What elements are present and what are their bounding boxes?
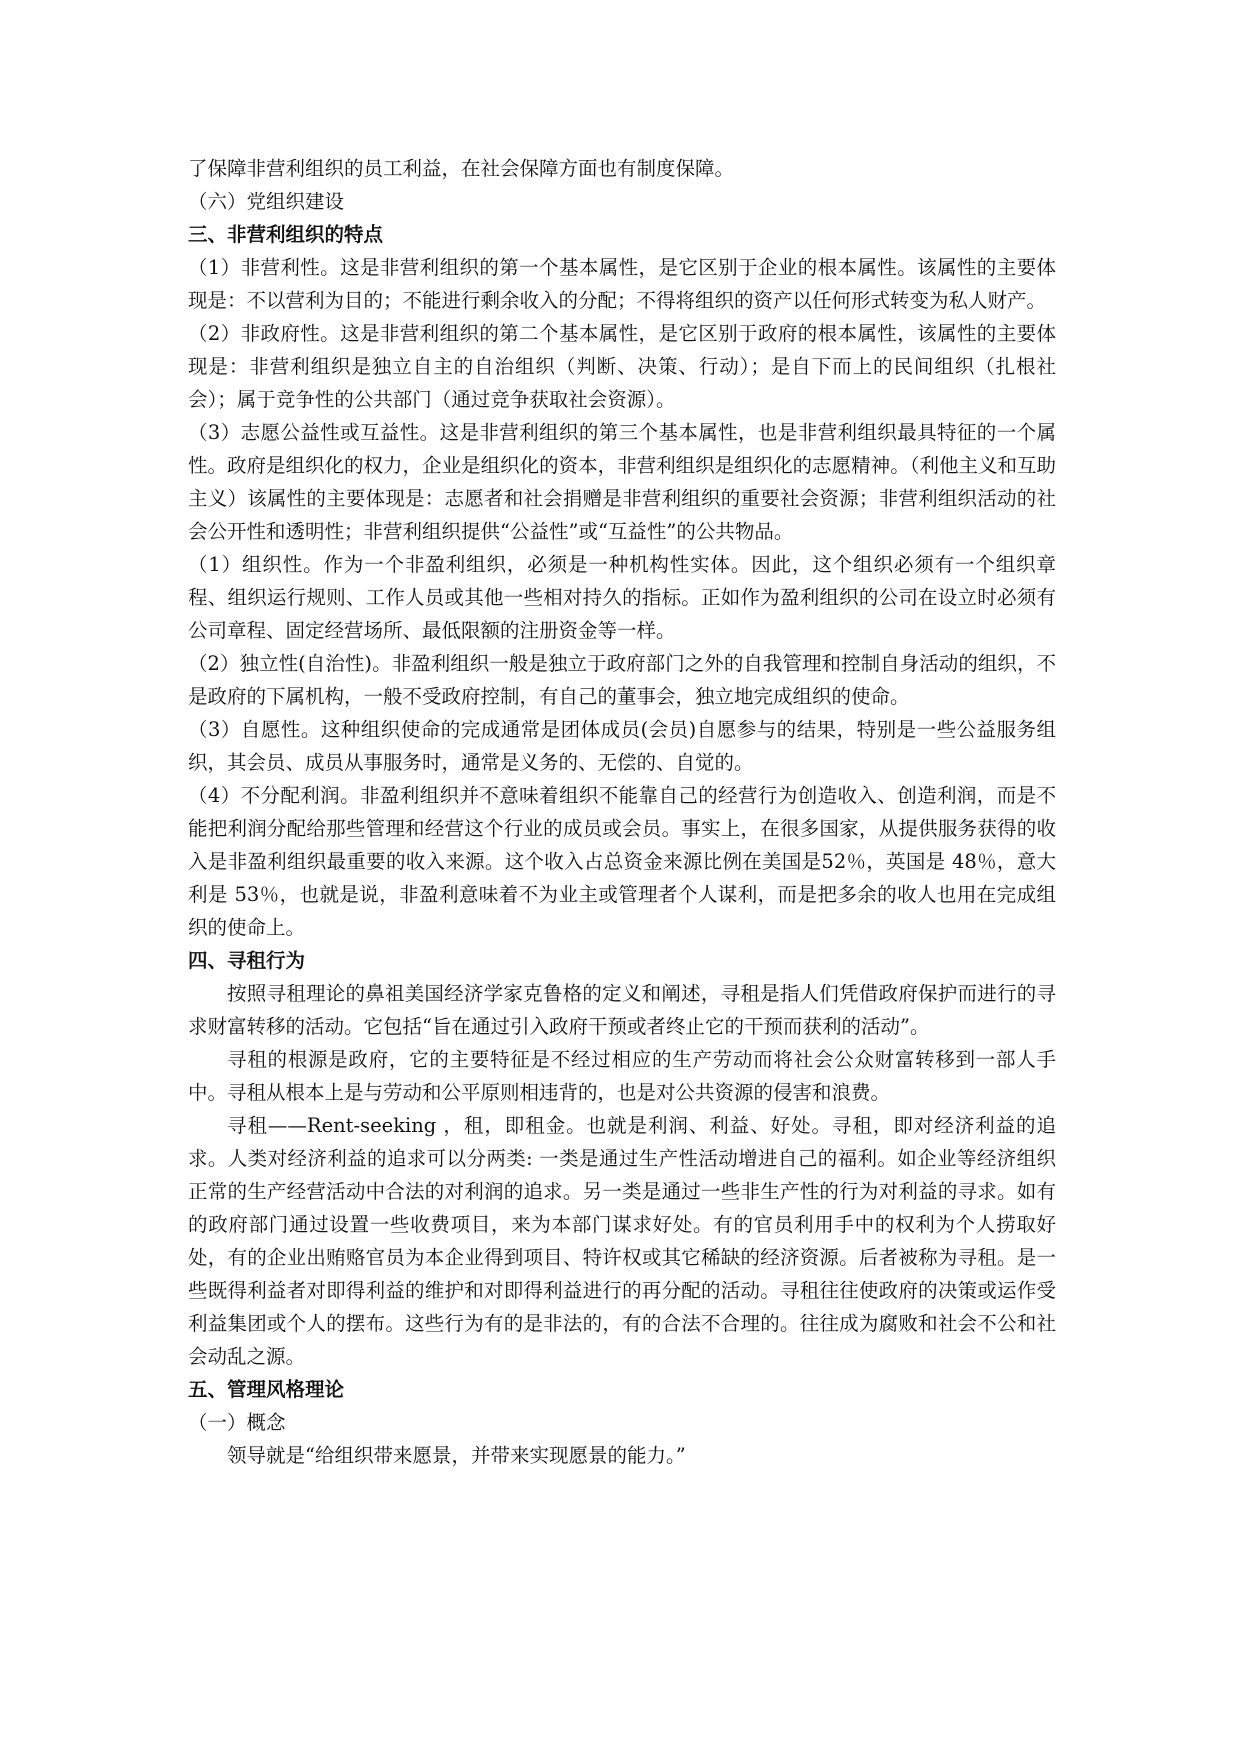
paragraph-rent-seeking-definition: 按照寻租理论的鼻祖美国经济学家克鲁格的定义和阐述，寻租是指人们凭借政府保护而进行的寻求财富转移的活动。它包括“旨在通过引入政府干预或者终止它的干预而获利的活动”。: [188, 982, 1056, 1038]
section-heading-npo-features: 三、非营利组织的特点: [188, 223, 384, 246]
section-heading-management-style: 五、管理风格理论: [188, 1378, 345, 1401]
paragraph-voluntary-public-welfare: （3）志愿公益性或互益性。这是非营利组织的第三个基本属性，也是非营利组织最具特征的一个属性。政府是组织化的权力，企业是组织化的资本，非营利组织是组织化的志愿精神。（利他主义和互助主义）该属性的主要体现是：志愿者和社会捐赠是非营利组织的重要社会资源；非营利组织活动的社会公开性和透明性；非营利组织提供“公益性”或“互益性”的公共物品。: [188, 421, 1056, 543]
paragraph-rent-seeking-root: 寻租的根源是政府，它的主要特征是不经过相应的生产劳动而将社会公众财富转移到一部人手中。寻租从根本上是与劳动和公平原则相违背的，也是对公共资源的侵害和浪费。: [188, 1048, 1056, 1104]
document-page: [188, 152, 1056, 1472]
paragraph-leadership-definition: 领导就是“给组织带来愿景，并带来实现愿景的能力。”: [227, 1444, 686, 1467]
paragraph-non-profit: （1）非营利性。这是非营利组织的第一个基本属性，是它区别于企业的根本属性。该属性的主要体现是：不以营利为目的；不能进行剩余收入的分配；不得将组织的资产以任何形式转变为私人财产。: [188, 256, 1056, 312]
paragraph-organizational: （1）组织性。作为一个非盈利组织，必须是一种机构性实体。因此，这个组织必须有一个组织章程、组织运行规则、工作人员或其他一些相对持久的指标。正如作为盈利组织的公司在设立时必须有公司章程、固定经营场所、最低限额的注册资金等一样。: [188, 553, 1056, 642]
subheading-concept: （一）概念: [188, 1411, 286, 1434]
paragraph-social-security: 了保障非营利组织的员工利益，在社会保障方面也有制度保障。: [188, 157, 735, 180]
paragraph-no-profit-distribution: （4）不分配利润。非盈利组织并不意味着组织不能靠自己的经营行为创造收入、创造利润，而是不能把利润分配给那些管理和经营这个行业的成员或会员。事实上，在很多国家，从提供服务获得的收入是非盈利组织最重要的收入来源。这个收入占总资金来源比例在美国是52％，英国是 48％，意大利是 53％，也就是说，非盈利意味着不为业主或管理者个人谋利，而是把多余的收人也用在完成组织的使命上。: [188, 784, 1056, 939]
paragraph-non-governmental: （2）非政府性。这是非营利组织的第二个基本属性，是它区别于政府的根本属性，该属性的主要体现是：非营利组织是独立自主的自治组织（判断、决策、行动）；是自下而上的民间组织（扎根社会）；属于竞争性的公共部门（通过竞争获取社会资源）。: [188, 322, 1056, 411]
section-heading-rent-seeking: 四、寻租行为: [188, 949, 306, 972]
paragraph-independence: （2）独立性(自治性)。非盈利组织一般是独立于政府部门之外的自我管理和控制自身活动的组织，不是政府的下属机构，一般不受政府控制，有自己的董事会，独立地完成组织的使命。: [188, 652, 1056, 708]
paragraph-rent-seeking-explanation: 寻租——Rent-seeking ，租，即租金。也就是利润、利益、好处。寻租，即对经济利益的追求。人类对经济利益的追求可以分两类: 一类是通过生产性活动增进自己的福利。如企业等经济组织正常的生产经营活动中合法的对利润的追求。另一类是通过一些非生产性的行为对利益的寻求。如有的政府部门通过设置一些收费项目，来为本部门谋求好处。有的官员利用手中的权利为个人捞取好处，有的企业出贿赂官员为本企业得到项目、特许权或其它稀缺的经济资源。后者被称为寻租。是一些既得利益者对即得利益的维护和对即得利益进行的再分配的活动。寻租往往使政府的决策或运作受利益集团或个人的摆布。这些行为有的是非法的，有的合法不合理的。往往成为腐败和社会不公和社会动乱之源。: [188, 1114, 1056, 1368]
subheading-party-organization: （六）党组织建设: [188, 190, 345, 213]
paragraph-voluntariness: （3）自愿性。这种组织使命的完成通常是团体成员(会员)自愿参与的结果，特别是一些公益服务组织，其会员、成员从事服务时，通常是义务的、无偿的、自觉的。: [188, 718, 1056, 774]
